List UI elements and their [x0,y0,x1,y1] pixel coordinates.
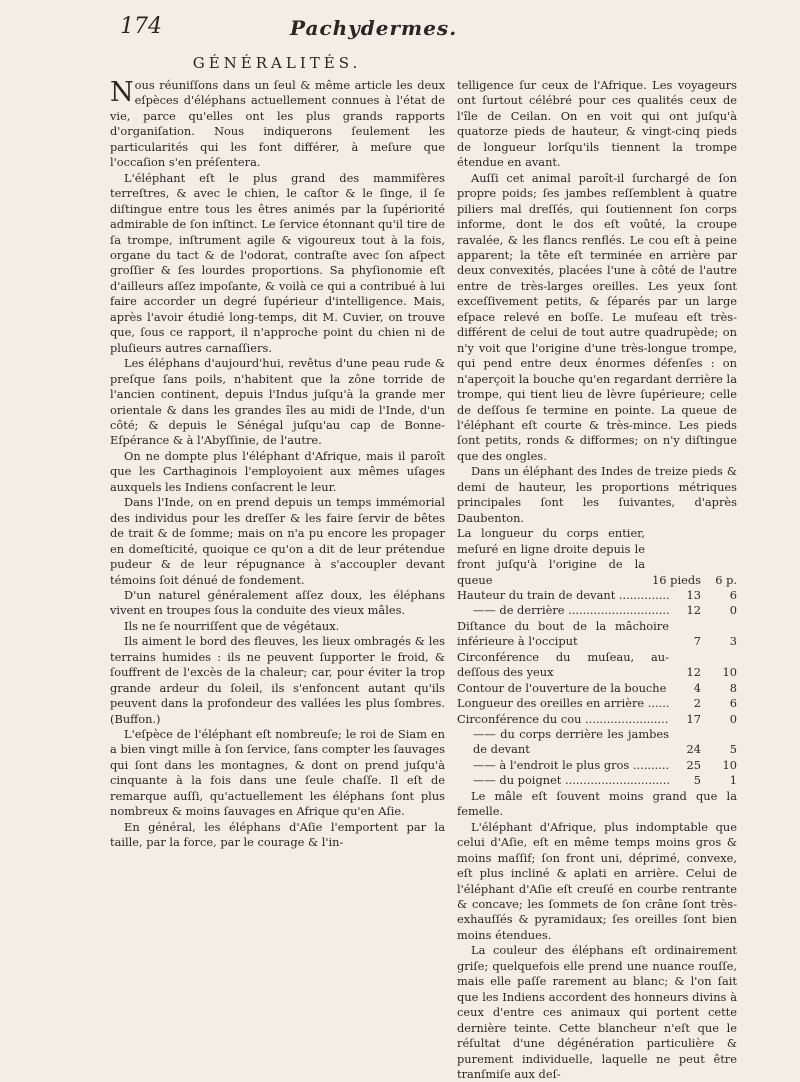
measurement-feet: 16 pieds [652,572,701,587]
measurement-feet: 12 [686,603,701,618]
drop-cap: N [110,77,134,108]
measurement-row [457,650,737,681]
left-column [110,78,445,851]
measurement-feet: 4 [693,680,701,695]
measurement-inches: 5 [729,742,737,757]
measurement-label: Longueur des oreilles en arrière ..... [457,696,669,711]
measurements-intro: Dans un éléphant des Indes de treize pieds & demi de hauteur, les proportions métriques principales ſont les ſuivantes, d'après Daubenton. [457,464,737,525]
measurement-row [473,758,737,773]
paragraph: On ne dompte plus l'éléphant d'Afrique, mais il paroît que les Carthaginois l'employoient aux mêmes uſages auxquels les Indiens conſacrent le leur. [110,448,445,494]
paragraph: Ils aiment le bord des fleuves, les lieux ombragés & les terrains humides : ils ne peuvent ſupporter le froid, & ſouffrent de l'excès de la chaleur; car, pour éviter la trop grande ardeur du ſoleil, ils s'enfoncent autant qu'ils peuvent dans la profondeur des vallées les plus ſombres. (Buffon.) [110,634,445,726]
paragraph-text: ous réuniſſons dans un ſeul & même article les deux eſpèces d'éléphans actuellement connues à l'état de vie, parce qu'elles ont les plus grands rapports d'organiſation. Nous indiquerons ſeulement les particularités qui les font différer, à meſure que l'occaſion s'en préſentera. [110,78,445,170]
measurement-feet: 2 [693,696,701,711]
measurement-label: Hauteur du train de devant ..... [457,588,669,603]
measurement-label: —— du poignet ..... [473,773,669,788]
paragraph: telligence ſur ceux de l'Afrique. Les voyageurs ont ſurtout célébré pour ces qualités ceux de l'île de Ceilan. On en voit qui ont juſqu'à quatorze pieds de hauteur, & vingt-cinq pieds de longueur lorſqu'ils tiennent la trompe étendue en avant. [457,78,737,170]
paragraph: Ils ne ſe nourriſſent que de végétaux. [124,618,340,633]
paragraph: D'un naturel généralement aſſez doux, les éléphans vivent en troupes ſous la conduite des vieux mâles. [110,587,445,618]
measurement-label: Circonférence du cou ..... [457,712,669,727]
measurement-feet: 24 [686,742,701,757]
measurement-row [473,603,737,618]
measurement-row [457,526,737,588]
measurement-inches: 0 [729,603,737,618]
measurement-inches: 1 [729,773,737,788]
measurement-row [457,588,737,603]
measurement-inches: 10 [722,757,737,772]
measurement-feet: 7 [693,634,701,649]
measurement-row [473,727,737,758]
paragraph: L'éléphant eſt le plus grand des mammifères terreſtres, & avec le chien, le caſtor & le ſinge, il ſe diſtingue entre tous les êtres animés par la ſupériorité admirable de ſon inſtinct. Le ſervice étonnant qu'il tire de ſa trompe, inſtrument agile & vigoureux tout à la fois, organe du tact & de l'odorat, contraſte avec ſon aſpect groſſier & ſes lourdes proportions. Sa phyſionomie eſt d'ailleurs aſſez impoſante, & voilà ce qui a contribué à lui faire accorder un degré ſupérieur d'intelligence. Mais, après l'avoir étudié long-temps, dit M. Cuvier, on trouve que, ſous ce rapport, il n'approche point du chien ni de pluſieurs autres carnaſſiers. [110,170,445,355]
measurements-table [457,526,737,789]
running-head [0,14,800,44]
paragraph [110,78,445,171]
measurement-label: Diſtance du bout de la mâchoire inférieure à l'occiput [457,618,669,649]
measurement-label: —— du corps derrière les jambes de devant [473,727,669,757]
measurement-label: —— à l'endroit le plus gros ..... [473,758,669,773]
measurement-inches: 6 p. [715,572,737,587]
right-column [457,78,737,1082]
paragraph: L'éléphant d'Afrique, plus indomptable que celui d'Aſie, eſt en même temps moins gros & moins maſſif; ſon front uni, déprimé, convexe, eſt plus incliné & aplati en arrière. Celui de l'éléphant d'Aſie eſt creuſé en courbe rentrante & concave; les ſommets de ſon crâne ſont très-exhauſſés & pyramidaux; ſes oreilles ſont bien moins étendues. [457,819,737,942]
measurement-label: Circonférence du muſeau, au-deſſous des yeux [457,649,669,680]
measurement-feet: 5 [693,773,701,788]
measurement-inches: 6 [729,587,737,602]
measurement-inches: 6 [729,696,737,711]
measurement-label: —— de derrière ..... [473,603,669,618]
measurement-row [457,696,737,711]
measurement-inches: 10 [722,665,737,680]
page-header-title: Pachydermes. [290,16,458,40]
paragraph: Dans l'Inde, on en prend depuis un temps immémorial des individus pour les dreſſer & les faire ſervir de bêtes de trait & de ſomme; mais on n'a pu encore les propager en domeſticité, quoique ce qu'on a dit de leur prétendue pudeur & de leur répugnance à s'accoupler devant témoins ſoit dénué de fondement. [110,495,445,587]
section-heading: GÉNÉRALITÉS. [192,54,362,72]
measurement-feet: 25 [686,757,701,772]
measurement-label: Contour de l'ouverture de la bouche [457,680,667,695]
paragraph: La couleur des éléphans eſt ordinairement griſe; quelquefois elle prend une nuance rouſſe, mais elle paſſe rarement au blanc; & l'on ſait que les Indiens accordent des honneurs divins à ceux d'entre ces animaux qui portent cette dernière teinte. Cette blancheur n'eſt que le réſultat d'une dégénération particulière & purement individuelle, laquelle ne peut être tranſmiſe aux deſ- [457,943,737,1081]
measurement-row [457,681,737,696]
page-number: 174 [120,14,162,39]
measurement-feet: 12 [686,665,701,680]
paragraph: Le mâle eſt ſouvent moins grand que la femelle. [457,788,737,819]
measurement-row [457,712,737,727]
measurement-label: La longueur du corps entier, meſuré en ligne droite depuis le front juſqu'à l'origine de la queue [457,526,645,587]
measurement-row [473,773,737,788]
measurement-inches: 3 [729,634,737,649]
measurement-inches: 8 [729,680,737,695]
measurement-feet: 13 [686,587,701,602]
measurement-inches: 0 [729,711,737,726]
paragraph: L'eſpèce de l'éléphant eſt nombreuſe; le roi de Siam en a bien vingt mille à ſon ſervice, ſans compter les ſauvages qui ſont dans les montagnes, & dont on prend juſqu'à cinquante à la fois dans une ſeule chaſſe. Il eſt de remarque auſſi, qu'actuellement les éléphans ſont plus nombreux & moins ſauvages en Afrique qu'en Aſie. [110,727,445,819]
paragraph: En général, les éléphans d'Aſie l'emportent par la taille, par la force, par le courage & l'in- [110,819,445,850]
paragraph: Les éléphans d'aujourd'hui, revêtus d'une peau rude & preſque ſans poils, n'habitent que la zône torride de l'ancien continent, depuis l'Indus juſqu'à la grande mer orientale & dans les grandes îles au midi de l'Inde, d'un côté; & depuis le Sénégal juſqu'au cap de Bonne-Eſpérance & à l'Abyſſinie, de l'autre. [110,356,445,448]
measurement-row [457,619,737,650]
measurement-feet: 17 [686,711,701,726]
paragraph: Auſſi cet animal paroît-il ſurchargé de ſon propre poids; ſes jambes reſſemblent à quatre piliers mal dreſſés, qui ſoutiennent ſon corps informe, dont le dos eſt voûté, la croupe ravalée, & les flancs renflés. Le cou eſt à peine apparent; la tête eſt terminée en arrière par deux convexités, placées l'une à côté de l'autre entre de très-larges oreilles. Les yeux ſont exceſſivement petits, & ſéparés par un large eſpace relevé en boſſe. Le muſeau eſt très-différent de celui de tout autre quadrupède; on n'y voit que l'origine d'une très-longue trompe, qui pend entre deux énormes défenſes : on n'aperçoit la bouche qu'en regardant derrière la trompe, qui tient lieu de lèvre ſupérieure; celle de deſſous ſe termine en pointe. La queue de l'éléphant eſt courte & très-mince. Les pieds ſont petits, ronds & difformes; on n'y diſtingue que des ongles. [457,170,737,463]
